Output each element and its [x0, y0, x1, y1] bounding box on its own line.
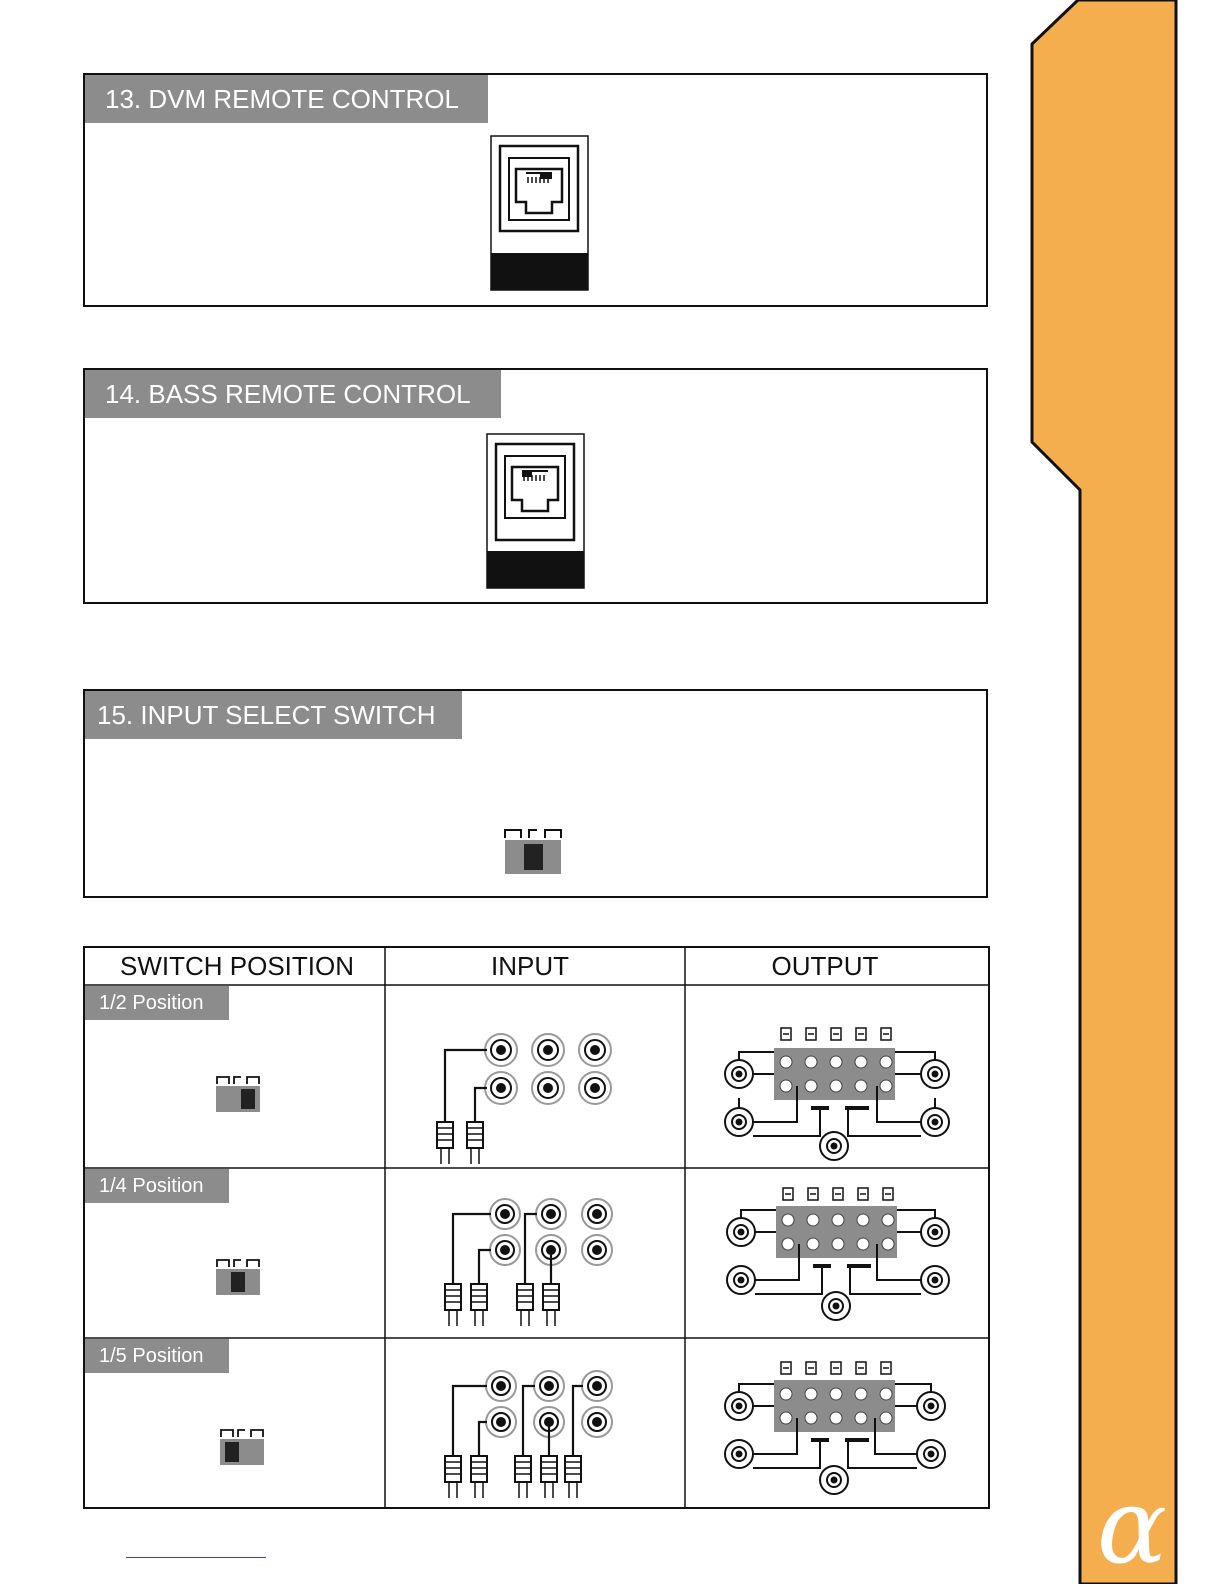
rj-jack-icon: [486, 433, 586, 589]
slide-switch-icon: [503, 828, 563, 876]
rj-jack-icon: [490, 135, 590, 291]
section-input-select: [83, 689, 988, 898]
switch-icon-1-5: [219, 1429, 265, 1467]
switch-position-table: [83, 946, 990, 1509]
brand-logo: α: [1096, 1465, 1168, 1587]
section-dvm-remote: [83, 73, 988, 307]
input-wiring-diagram-1-5: [423, 1366, 633, 1501]
section-bass-remote: [83, 368, 988, 604]
header-switch-position: SWITCH POSITION: [120, 951, 354, 981]
switch-icon-1-4: [215, 1259, 261, 1297]
header-output: OUTPUT: [771, 951, 879, 981]
output-terminal-diagram-1-4: [719, 1186, 955, 1324]
row-label-1-2: 1/2 Position: [85, 986, 229, 1020]
input-wiring-diagram-1-2: [423, 1026, 633, 1166]
output-terminal-diagram-1-5: [717, 1358, 953, 1496]
row-label-1-4: 1/4 Position: [85, 1169, 229, 1203]
section-title: 13. DVM REMOTE CONTROL: [85, 75, 488, 123]
side-tab: [1028, 0, 1224, 1587]
input-wiring-diagram-1-4: [423, 1196, 633, 1331]
row-label-1-5: 1/5 Position: [85, 1339, 229, 1373]
switch-icon-1-2: [215, 1076, 261, 1114]
output-terminal-diagram-1-2: [719, 1026, 955, 1164]
footer-rule: [126, 1557, 266, 1558]
section-title: 14. BASS REMOTE CONTROL: [85, 370, 501, 418]
section-title: 15. INPUT SELECT SWITCH: [85, 691, 462, 739]
header-input: INPUT: [491, 951, 569, 981]
